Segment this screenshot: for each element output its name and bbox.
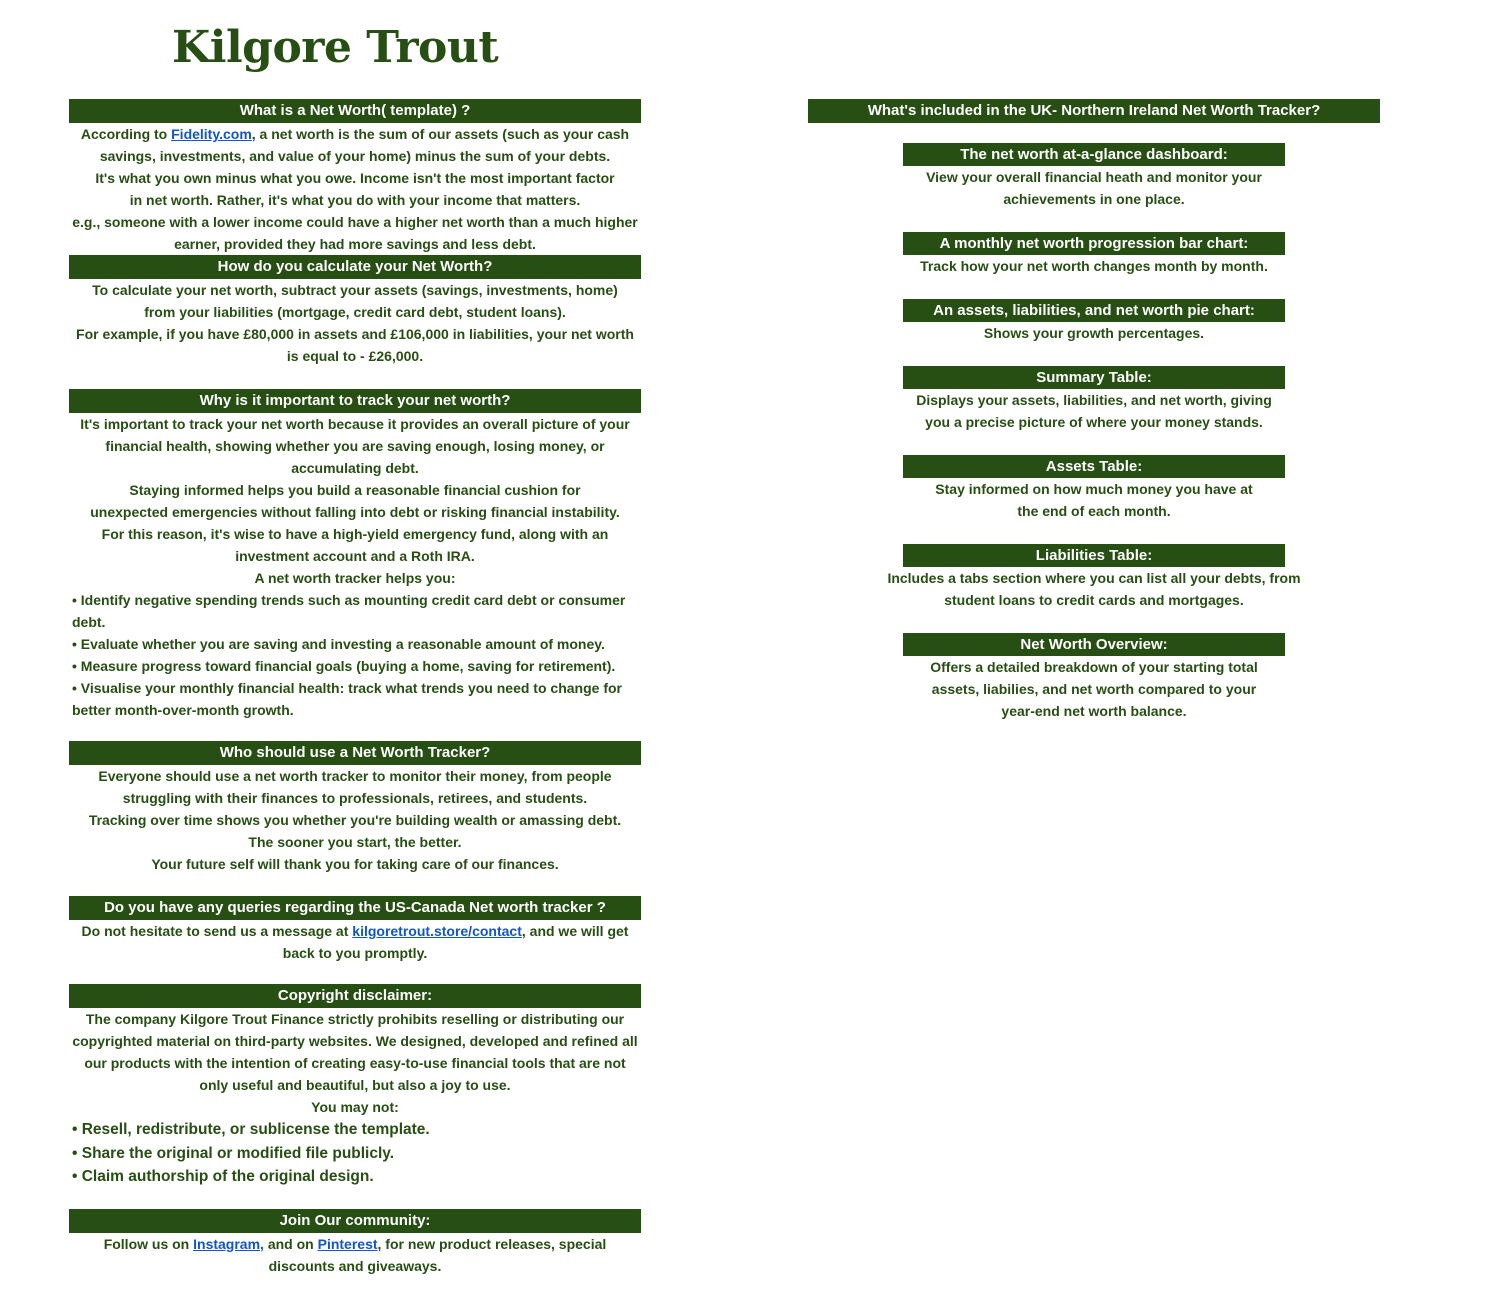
feature-text: Stay informed on how much money you have at the end of each month. (935, 481, 1253, 519)
section-header-who: Who should use a Net Worth Tracker? (69, 741, 641, 765)
paragraph: For this reason, it's wise to have a high-yield emergency fund, along with an investment account and a Roth IRA. (101, 526, 609, 564)
bullet-item: • Evaluate whether you are saving and investing a reasonable amount of money. (72, 636, 605, 652)
paragraph: Staying informed helps you build a reasonable financial cushion for unexpected emergencies without falling into debt or risking financial instability. (90, 482, 620, 520)
feature-title: Liabilities Table: (903, 544, 1285, 567)
feature-title: The net worth at-a-glance dashboard: (903, 143, 1285, 166)
left-column (69, 99, 641, 1277)
section-header-included: What's included in the UK- Northern Ireland Net Worth Tracker? (808, 99, 1380, 123)
feature-assets-table (903, 455, 1285, 522)
bullet-item: • Identify negative spending trends such as mounting credit card debt or consumer debt. (72, 592, 626, 630)
section-header-why-track: Why is it important to track your net worth? (69, 389, 641, 413)
contact-link[interactable]: kilgoretrout.store/contact (352, 923, 522, 939)
feature-title: Net Worth Overview: (903, 633, 1285, 656)
bullet-item: • Share the original or modified file publicly. (72, 1144, 395, 1162)
section-header-queries: Do you have any queries regarding the US-Canada Net worth tracker ? (69, 896, 641, 920)
feature-text: Displays your assets, liabilities, and net worth, giving you a precise picture of where your money stands. (916, 392, 1272, 430)
feature-text: Includes a tabs section where you can list all your debts, from student loans to credit cards and mortgages. (887, 570, 1301, 608)
feature-title: A monthly net worth progression bar chart: (903, 232, 1285, 255)
paragraph: To calculate your net worth, subtract your assets (savings, investments, home) from your liabilities (mortgage, credit card debt, student loans). (92, 282, 618, 320)
bullet-item: • Measure progress toward financial goals (buying a home, saving for retirement). (72, 658, 616, 674)
paragraph: Everyone should use a net worth tracker to monitor their money, from people struggling with their finances to professionals, retirees, and students. (98, 768, 612, 806)
feature-text: Shows your growth percentages. (983, 325, 1205, 341)
paragraph: According to Fidelity.com, a net worth is the sum of our assets (such as your cash savings, investments, and value of your home) minus the sum of your debts. (80, 126, 630, 164)
pinterest-link[interactable]: Pinterest (317, 1235, 378, 1252)
feature-summary-table (903, 366, 1285, 433)
paragraph: Do not hesitate to send us a message at kilgoretrout.store/contact, and we will get back to you promptly. (81, 923, 629, 961)
bullet-item: • Claim authorship of the original design. (72, 1168, 374, 1185)
section-header-copyright: Copyright disclaimer: (69, 984, 641, 1008)
feature-title: An assets, liabilities, and net worth pie chart: (903, 299, 1285, 322)
paragraph: The sooner you start, the better. (248, 834, 462, 850)
feature-text: View your overall financial heath and monitor your achievements in one place. (926, 169, 1262, 207)
paragraph: Follow us on Instagram, and on Pinterest, for new product releases, special discounts and giveaways. (103, 1235, 607, 1274)
feature-bar-chart (903, 232, 1285, 277)
bullet-item: • Visualise your monthly financial health: track what trends you need to change for better month-over-month growth. (72, 680, 622, 718)
feature-net-worth-overview (903, 633, 1285, 722)
bullet-item: • Resell, redistribute, or sublicense the template. (72, 1121, 430, 1138)
feature-liabilities-table (887, 544, 1301, 611)
instagram-link[interactable]: Instagram, (193, 1235, 264, 1252)
section-header-net-worth: What is a Net Worth( template) ? (69, 99, 641, 123)
paragraph: The company Kilgore Trout Finance strictly prohibits reselling or distributing our copyrighted material on third-party websites. We designed, developed and refined all our products with the intention of creating easy-to-use financial tools that are not only useful and beautiful, but also a joy to use. (72, 1011, 638, 1093)
section-header-calculate: How do you calculate your Net Worth? (69, 255, 641, 279)
paragraph: It's what you own minus what you owe. Income isn't the most important factor in net worth. Rather, it's what you do with your income that matters. (95, 170, 615, 208)
paragraph: Tracking over time shows you whether you're building wealth or amassing debt. (88, 812, 622, 828)
feature-pie-chart (903, 299, 1285, 344)
paragraph: e.g., someone with a lower income could have a higher net worth than a much higher earner, provided they had more savings and less debt. (72, 214, 638, 252)
brand-logo: Kilgore Trout (172, 22, 499, 73)
feature-text: Track how your net worth changes month by month. (920, 258, 1268, 274)
paragraph: A net worth tracker helps you: (254, 570, 456, 586)
feature-text: Offers a detailed breakdown of your starting total assets, liabilies, and net worth compared to your year-end net worth balance. (930, 659, 1258, 719)
feature-title: Assets Table: (903, 455, 1285, 478)
paragraph: Your future self will thank you for taking care of our finances. (151, 856, 559, 872)
section-header-community: Join Our community: (69, 1209, 641, 1233)
right-column (808, 99, 1380, 722)
paragraph: For example, if you have £80,000 in assets and £106,000 in liabilities, your net worth is equal to - £26,000. (76, 326, 634, 364)
paragraph: You may not: (311, 1099, 399, 1115)
fidelity-link[interactable]: Fidelity.com (171, 126, 252, 142)
paragraph: It's important to track your net worth because it provides an overall picture of your financial health, showing whether you are saving enough, losing money, or accumulating debt. (80, 416, 630, 476)
feature-title: Summary Table: (903, 366, 1285, 389)
feature-dashboard (903, 143, 1285, 210)
